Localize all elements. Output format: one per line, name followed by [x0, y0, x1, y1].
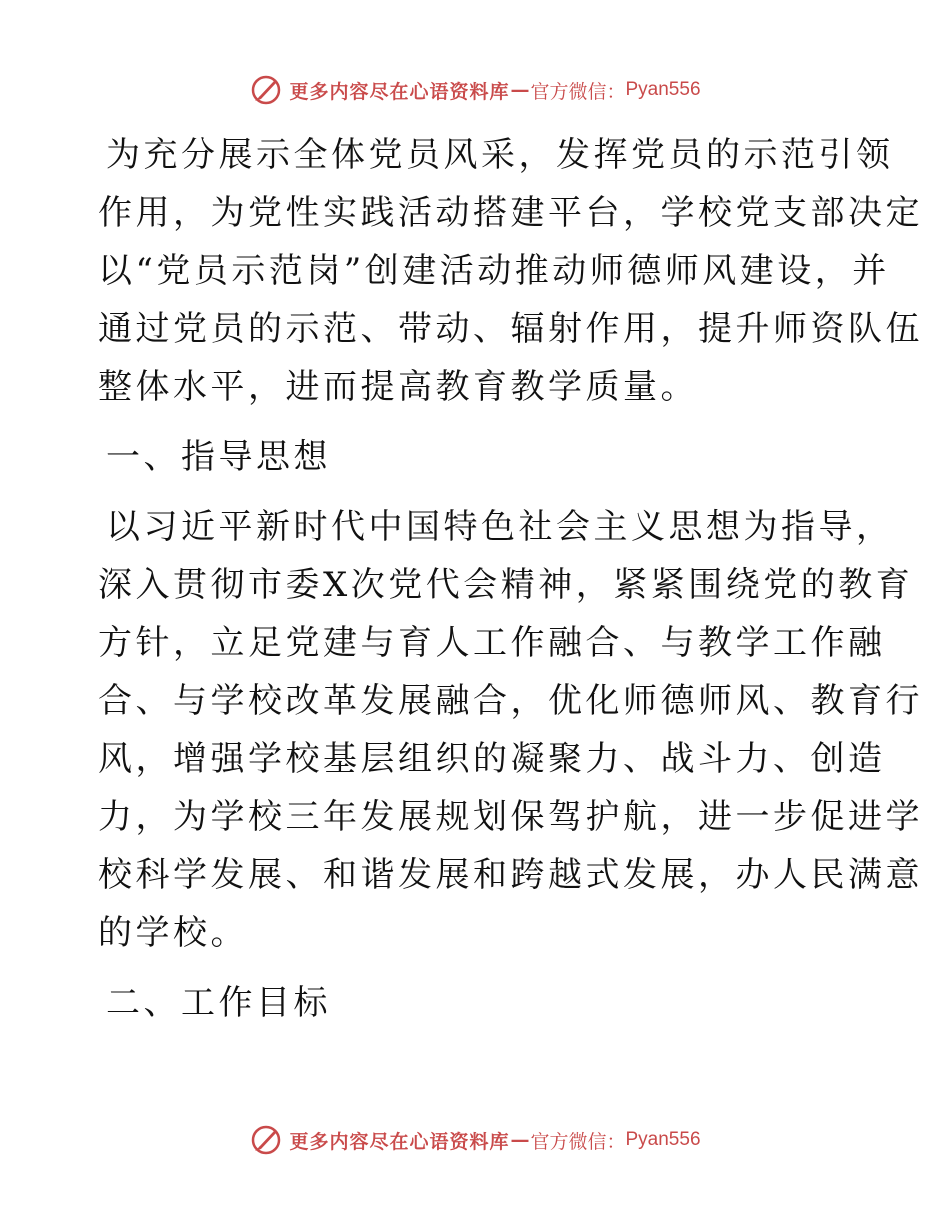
watermark-handle: Pyan556	[625, 79, 701, 100]
watermark-contact-label: 官方微信：	[530, 1130, 626, 1153]
paragraph-line: 为充分展示全体党员风采，发挥党员的示范引领	[106, 135, 894, 175]
paragraph-line: 方针，立足党建与育人工作融合、与教学工作融	[98, 623, 886, 663]
watermark-handle: Pyan556	[625, 1129, 701, 1150]
section-heading-work-goals: 二、工作目标	[106, 983, 331, 1023]
document-body	[98, 126, 923, 1032]
paragraph-line: 合、与学校改革发展融合，优化师德师风、教育行	[98, 681, 923, 721]
paragraph-line: 深入贯彻市委X次党代会精神，紧紧围绕党的教育	[98, 565, 914, 605]
paragraph-line: 以“党员示范岗”创建活动推动师德师风建设，并	[98, 251, 890, 291]
guiding-ideology-paragraph	[98, 498, 923, 962]
paragraph-line: 校科学发展、和谐发展和跨越式发展，办人民满意	[98, 855, 923, 895]
watermark-brand: 更多内容尽在心语资料库	[289, 1130, 510, 1153]
paragraph-line: 通过党员的示范、带动、辐射作用，提升师资队伍	[98, 309, 923, 349]
quill-logo-icon	[249, 1123, 283, 1157]
quill-logo-icon	[249, 73, 283, 107]
header-watermark	[0, 70, 950, 110]
paragraph-line: 力，为学校三年发展规划保驾护航，进一步促进学	[98, 797, 923, 837]
paragraph-line: 的学校。	[98, 913, 248, 953]
paragraph-line: 作用，为党性实践活动搭建平台，学校党支部决定	[98, 193, 923, 233]
watermark-brand: 更多内容尽在心语资料库	[289, 80, 510, 103]
watermark-separator: —	[510, 79, 530, 101]
watermark-contact-label: 官方微信：	[530, 80, 626, 103]
footer-watermark	[0, 1120, 950, 1160]
paragraph-line: 风，增强学校基层组织的凝聚力、战斗力、创造	[98, 739, 886, 779]
section-heading-guiding-ideology: 一、指导思想	[106, 437, 331, 477]
watermark-separator: —	[510, 1129, 530, 1151]
paragraph-line: 以习近平新时代中国特色社会主义思想为指导，	[106, 507, 894, 547]
paragraph-line: 整体水平，进而提高教育教学质量。	[98, 367, 698, 407]
intro-paragraph	[98, 126, 923, 416]
